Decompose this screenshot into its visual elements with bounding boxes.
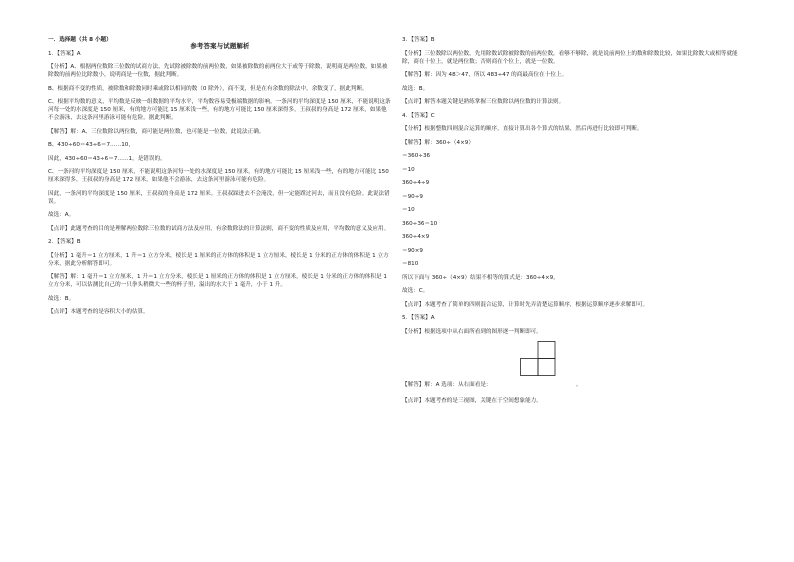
fig-square-bottom-right bbox=[538, 359, 555, 376]
paragraph-q1-b: B、根据商不变的性质，被除数和除数同时乘或除以相同的数（0 除外），商不变，但是在有余数的除法中，余数变了，据此判断。 bbox=[48, 85, 368, 92]
q5-period: 。 bbox=[576, 382, 582, 388]
section-heading: 一．选择题（共 8 小题） bbox=[48, 37, 112, 43]
paragraph-q5-fx: 【分析】根据选项中从右面所看到的图形逐一判断即可。 bbox=[402, 328, 542, 335]
paragraph-q4-l10: 所以下面与 360÷（4×9）结果不相等的算式是：360÷4×9。 bbox=[402, 274, 559, 281]
paragraph-q1-ans: 1．【答案】A bbox=[48, 50, 81, 57]
paragraph-q1-c3: 因此，一条河的平均深度是 150 厘米，王叔叔的身高是 172 厘米。王叔叔踩进去不会淹没，但一定能蹚过河去，而且没有危险。此说法错误。 bbox=[48, 190, 390, 205]
paragraph-q4-l9: ＝810 bbox=[402, 261, 419, 267]
right-paragraphs bbox=[402, 36, 746, 336]
paragraph-q4-gx: 故选：C。 bbox=[402, 288, 429, 294]
paragraph-q1-gx: 故选：A。 bbox=[48, 212, 75, 218]
paragraph-q4-l8: ＝90×9 bbox=[402, 247, 423, 254]
paragraph-q2-jd: 【解答】解：1 毫升＝1 立方厘米，1 升＝1 立方分米，棱长是 1 厘米的正方体的体积是 1 立方厘米，棱长是 1 分米的正方体的体积是 1 立方分米，可以估测比自己的一只拳头稍微大一些的杯子里，溢出的水大于 1 毫升，小于 1 升。 bbox=[48, 274, 389, 288]
paragraph-q2-dp: 【点评】本题考查的是容积大小的估算。 bbox=[48, 309, 149, 315]
paragraph-q4-dp: 【点评】本题考查了简单的四则混合运算，计算时先弄清楚运算顺序，根据运算顺序逐步求解即可。 bbox=[402, 301, 649, 308]
paragraph-q1-fx: 【分析】A、根据两位数除三位数的试商方法，先试除被除数的前两位数，如果被除数的前两位大于或等于除数，说明商是两位数，如果被除数的前两位比除数小，说明商是一位数，据此判断。 bbox=[48, 64, 388, 78]
paragraph-q3-gx: 故选：B。 bbox=[402, 85, 429, 92]
fig-square-top bbox=[538, 342, 555, 359]
paragraph-q4-ans: 4．【答案】C bbox=[402, 112, 435, 119]
q5-answer-row bbox=[402, 341, 746, 391]
paragraph-q3-fx: 【分析】三位数除以两位数，先用除数试除被除数的前两位数，看够不够除，就是说前两位上的数和除数比较，如果比除数大或相等就能除，商在十位上，就是两位数；否则商在个位上，就是一位数。 bbox=[402, 50, 738, 65]
paragraph-q4-l2: ＝10 bbox=[402, 166, 415, 173]
paragraph-q4-l6: 360÷36＝10 bbox=[402, 220, 438, 227]
paragraph-q4-fx: 【分析】根据整数四则混合运算的顺序，直接计算出各个算式的结果，然后再进行比较即可判断。 bbox=[402, 126, 643, 132]
paragraph-q4-l4: ＝90÷9 bbox=[402, 193, 423, 200]
right-view-svg bbox=[520, 341, 574, 391]
paragraph-q4-l5: ＝10 bbox=[402, 207, 415, 213]
paragraph-q4-l3: 360÷4÷9 bbox=[402, 180, 430, 186]
paragraph-q2-ans: 2．【答案】B bbox=[48, 239, 81, 245]
left-paragraphs bbox=[48, 50, 392, 317]
q5-answer-text: 【解答】解：A 选项：从右面看是： bbox=[402, 382, 492, 388]
paragraph-q4-jd: 【解答】解：360÷（4×9） bbox=[402, 139, 474, 146]
paragraph-q4-l1: ＝360÷36 bbox=[402, 153, 431, 159]
paragraph-q2-fx: 【分析】1 毫升＝1 立方厘米，1 升＝1 立方分米，棱长是 1 厘米的正方体的体积是 1 立方厘米，棱长是 1 分米的正方体的体积是 1 立方分米，据此分析解答即可。 bbox=[48, 252, 389, 267]
paragraph-q1-b3: 因此，430÷60＝43÷6＝7……1，是错误的。 bbox=[48, 155, 166, 162]
paragraph-q3-ans: 3．【答案】B bbox=[402, 37, 435, 43]
fig-square-bottom-left bbox=[521, 359, 539, 376]
paragraph-q1-c: C、根据平均数的意义，平均数是反映一组数据的平均水平，平均数容易受极端数据的影响。一条河的平均深度是 150 厘米，不能说明这条河每一处的水深度是 150 厘米，有的地方可能比 15 厘米浅一些，有的地方可能比 150 厘米深得多，王叔叔的身高是 172 厘米，如果他不会游泳，去这条河里游泳可能有危险，据此判断。 bbox=[48, 99, 391, 121]
page-title: 参考答案与试题解析 bbox=[190, 42, 250, 50]
q5-answer-label bbox=[402, 381, 492, 389]
left-column bbox=[48, 36, 392, 322]
q5-comment: 【点评】本题考查的是三视图，关键在于空间想象能力。 bbox=[402, 398, 542, 404]
paragraph-q1-b2: B、430÷60＝43÷6＝7……10， bbox=[48, 142, 134, 148]
paragraph-q1-dp: 【点评】此题考查的目的是理解两位数除三位数的试商方法及应用，有余数除法的计算法则，商不变的性质及应用，平均数的意义及应用。 bbox=[48, 225, 390, 232]
right-column bbox=[402, 36, 746, 411]
paragraph-q2-gx: 故选：B。 bbox=[48, 295, 75, 302]
right-view-figure bbox=[520, 341, 574, 391]
paragraph-q3-jd: 【解答】解：因为 48＞47，所以 483÷47 的商最高位在十位上。 bbox=[402, 72, 568, 78]
paragraph-q1-jd: 【解答】解：A、三位数除以两位数，商可能是两位数，也可能是一位数，此说法正确。 bbox=[48, 128, 265, 135]
paragraph-q4-l7: 360÷4×9 bbox=[402, 234, 430, 240]
paragraph-q1-c2: C、一条河的平均深度是 150 厘米，不能说明这条河每一处的水深度是 150 厘米，有的地方可能比 15 厘米浅一些，有的地方可能比 150 厘米深得多，王叔叔的身高是 172 厘米，如果他不会游泳，去这条河里游泳可能有危险。 bbox=[48, 169, 391, 183]
paragraph-q3-dp: 【点评】解答本题关键是熟练掌握三位数除以两位数的计算法则。 bbox=[402, 99, 565, 105]
paragraph-q5-ans: 5．【答案】A bbox=[402, 315, 435, 321]
